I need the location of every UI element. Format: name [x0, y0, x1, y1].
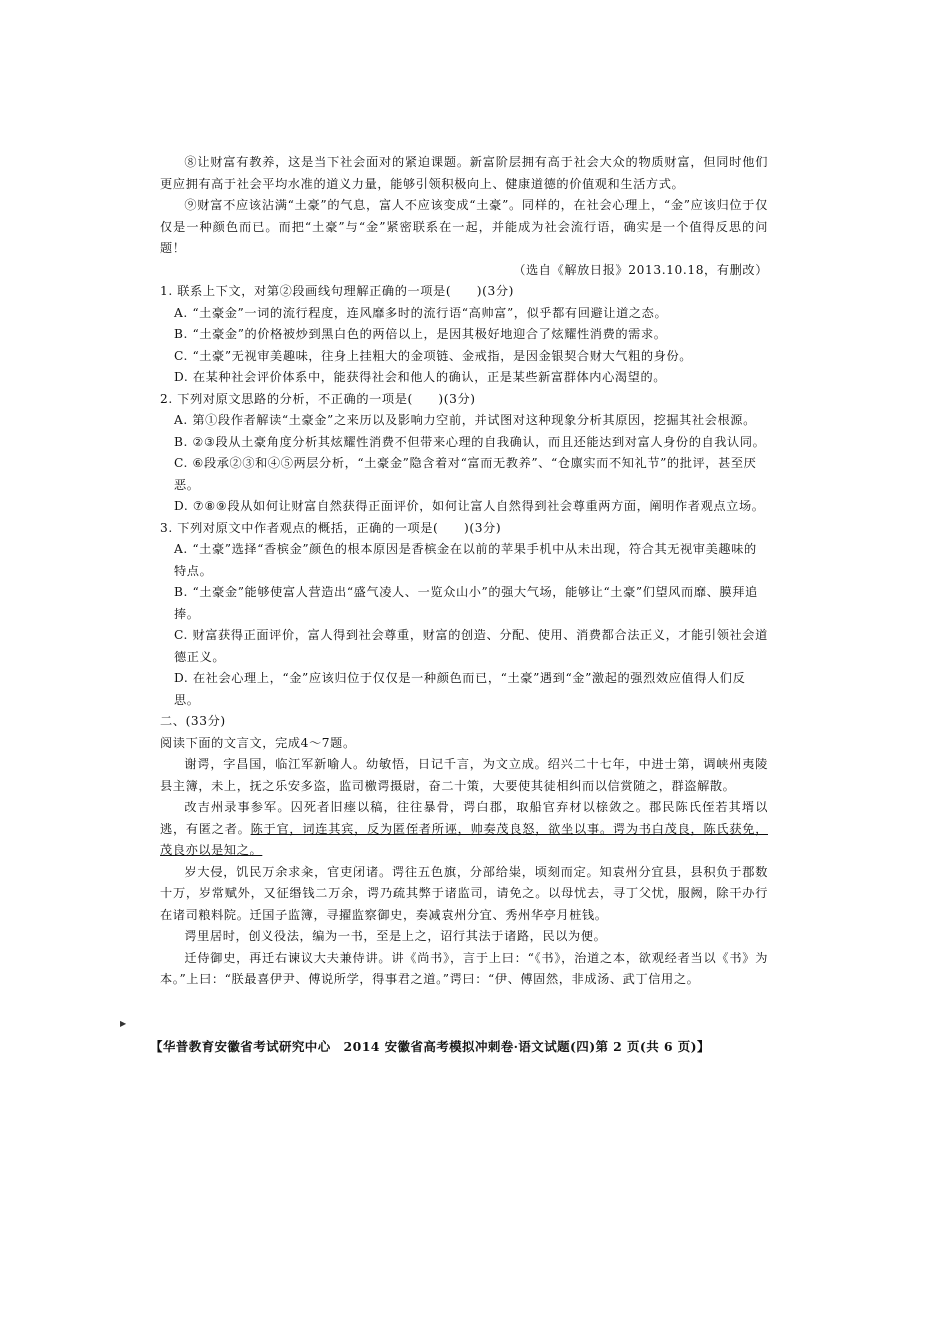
underlined-sentence: 陈于官，词连其宾，反为匿侄者所诬，帅奏茂良怒，欲坐以事。谔为书白茂良，陈氏获免，茂良亦以是知之。 [160, 821, 768, 857]
passage-source: （选自《解放日报》2013.10.18，有删改） [513, 262, 768, 277]
passage-paragraph-9: ⑨财富不应该沾满“土豪”的气息，富人不应该变成“土豪”。同样的，在社会心理上，“金”应该归位于仅仅是一种颜色而已。而把“土豪”与“金”紧密联系在一起，并能成为社会流行语，确实是一个值得反思的问题！ [160, 198, 768, 255]
classical-paragraph: 谢谔，字昌国，临江军新喻人。幼敏悟，日记千言，为文立成。绍兴二十七年，中进士第，调峡州夷陵县主簿，未上，抚之乐安多盗，监司檄谔摄尉，奋二十策，大要使其徒相纠而以信赏随之，群盗解散。 [160, 757, 768, 793]
option-b: B. “土豪金”能够使富人营造出“盛气凌人、一览众山小”的强大气场，能够让“土豪”们望风而靡、膜拜追捧。 [174, 585, 758, 621]
option-c: C. “土豪”无视审美趣味，往身上挂粗大的金项链、金戒指，是因金银契合财大气粗的身份。 [174, 348, 693, 363]
option-a: A. “土豪金”一词的流行程度，连风靡多时的流行语“高帅富”，似乎都有回避让道之态。 [174, 305, 668, 320]
option-c: C. ⑥段承②③和④⑤两层分析，“土豪金”隐含着对“富而无教养”、“仓廪实而不知礼节”的批评，甚至厌恶。 [174, 456, 757, 492]
option-a: A. “土豪”选择“香槟金”颜色的根本原因是香槟金在以前的苹果手机中从未出现，符合其无视审美趣味的特点。 [174, 542, 757, 578]
classical-paragraph: 谔里居时，创义役法，编为一书，至是上之，诏行其法于诸路，民以为便。 [184, 929, 607, 943]
section-instruction: 阅读下面的文言文，完成4～7题。 [160, 735, 356, 750]
option-d: D. ⑦⑧⑨段从如何让财富自然获得正面评价，如何让富人自然得到社会尊重两方面，阐明作者观点立场。 [174, 499, 765, 513]
question-stem: 2. 下列对原文思路的分析，不正确的一项是( )(3分) [160, 391, 476, 406]
question-stem: 3. 下列对原文中作者观点的概括，正确的一项是( )(3分) [160, 520, 502, 535]
option-b: B. “土豪金”的价格被炒到黑白色的两倍以上，是因其极好地迎合了炫耀性消费的需求。 [174, 327, 667, 341]
classical-text: 改吉州录事参军。囚死者旧瘗以稿，往往暴骨，谔白郡，取船官弃材以榇敛之。郡民陈氏侄若其壻以逃，有匿之者。 [160, 800, 768, 836]
option-d: D. 在社会心理上，“金”应该归位于仅仅是一种颜色而已，“土豪”遇到“金”激起的强烈效应值得人们反思。 [174, 671, 746, 707]
classical-paragraph: 迁侍御史，再迁右谏议大夫兼侍讲。讲《尚书》，言于上曰：“《书》，治道之本，欲观经者当以《书》为本。”上曰：“朕最喜伊尹、傅说所学，得事君之道。”谔曰：“伊、傅固然，非成汤、武丁信用之。 [160, 950, 768, 986]
option-b: B. ②③段从土豪角度分析其炫耀性消费不但带来心理的自我确认，而且还能达到对富人身份的自我认同。 [174, 434, 766, 449]
triangle-marker-icon: ▶ [120, 1019, 127, 1028]
classical-paragraph: 岁大侵，饥民万余求籴，官吏闭诸。谔往五色旗，分部给粜，顷刻而定。知袁州分宜县，县积负于郡数十万，岁常赋外，又征缗钱二万余，谔乃疏其弊于诸监司，请免之。以母忧去，寻丁父忧，服阙，除干办行在诸司粮料院。迁国子监簿，寻擢监察御史，奏减袁州分宜、秀州华亭月桩钱。 [160, 864, 768, 922]
option-a: A. 第①段作者解读“土豪金”之来历以及影响力空前，并试图对这种现象分析其原因，挖掘其社会根源。 [174, 413, 756, 427]
question-3 [160, 518, 768, 712]
classical-paragraph [160, 797, 768, 862]
page-footer: 【华普教育安徽省考试研究中心 2014 安徽省高考模拟冲刺卷·语文试题(四)第 2 页(共 6 页)】 [150, 1039, 710, 1054]
page-content [160, 152, 768, 991]
question-stem: 1. 联系上下文，对第②段画线句理解正确的一项是( )(3分) [160, 284, 514, 298]
option-d: D. 在某种社会评价体系中，能获得社会和他人的确认，正是某些新富群体内心渴望的。 [174, 370, 667, 384]
option-c: C. 财富获得正面评价，富人得到社会尊重，财富的创造、分配、使用、消费都合法正义，才能引领社会道德正义。 [174, 628, 768, 664]
question-2 [160, 389, 768, 518]
question-1 [160, 281, 768, 389]
passage-paragraph-8: ⑧让财富有教养，这是当下社会面对的紧迫课题。新富阶层拥有高于社会大众的物质财富，但同时他们更应拥有高于社会平均水准的道义力量，能够引领积极向上、健康道德的价值观和生活方式。 [160, 155, 768, 191]
section-heading: 二、(33分) [160, 714, 226, 728]
